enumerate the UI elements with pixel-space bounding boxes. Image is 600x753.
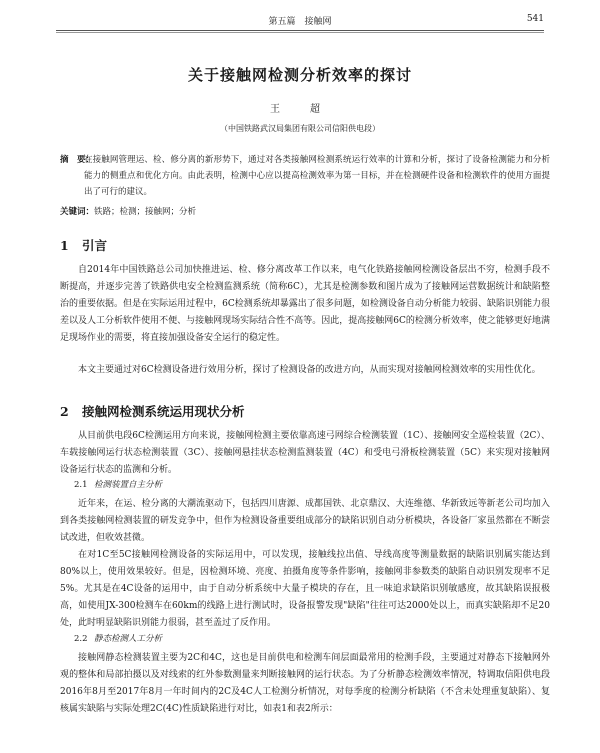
section-1-number: 1 [60, 238, 69, 253]
subsection-2-1-paragraph: 在对1C至5C接触网检测设备的实际运用中，可以发现，接触线拉出值、导线高度等测量数据的缺陷识别属实能达到80%以上，使用效果较好。但是，因检测环境、亮度、拍摄角度等条件影响，接触网非参数类的缺陷自动识别发现率不足5%。尤其是在4C设备的运用中，由于自动分析系统中大量子模块的存在，且一味追求缺陷识别敏感度，故其缺陷误报极高，如使用JX-300检测车在60km的线路上进行测试时，设备报警发现"缺陷"往往可达2000处以上，而真实缺陷却不足20处，此时明显缺陷识别能力很弱，甚至盖过了反作用。 [60, 550, 550, 628]
abstract-text: 在接触网管理运、检、修分离的新形势下，通过对各类接触网检测系统运行效率的计算和分析，探讨了设备检测能力和分析能力的侧重点和优化方向。由此表明，检测中心应以提高检测效率为第一目标，并在检测硬件设备和检测软件的使用方面提出了可行的建议。 [84, 155, 550, 197]
keywords-label: 关键词： [60, 207, 95, 217]
author: 王 超 [270, 104, 330, 115]
section-2-number: 2 [60, 404, 69, 419]
running-header [56, 14, 544, 28]
keywords-text: 铁路；检测；接触网；分析 [94, 207, 197, 217]
affiliation: （中国铁路武汉局集团有限公司信阳供电段） [220, 124, 380, 133]
section-1-heading [60, 236, 107, 254]
section-1-paragraph: 本文主要通过对6C检测设备进行效用分析，探讨了检测设备的改进方向，从而实现对接触网检测效率的实用性优化。 [78, 365, 541, 375]
subsection-2-2-title: 静态检测人工分析 [94, 634, 163, 644]
subsection-2-2-heading [74, 632, 162, 644]
subsection-2-2-paragraph: 接触网静态检测装置主要为2C和4C，这也是目前供电和检测车间层面最常用的检测手段，主要通过对静态下接触网外观的整体和局部拍摄以及对线索的红外参数测量来判断接触网的运行状态。为了分析静态检测效率情况，特调取信阳供电段2016年8月至2017年8月一年时间内的2C及4C人工检测分析情况，对每季度的检测分析缺陷（不含未处理重复缺陷）、复核属实缺陷与实际处理2C(4C)性质缺陷进行对比，如表1和表2所示： [60, 653, 550, 714]
subsection-2-1-title: 检测装置自主分析 [94, 480, 163, 490]
page-number: 541 [526, 14, 544, 24]
subsection-2-1-heading [74, 478, 162, 490]
header-rule [56, 30, 544, 31]
paper-title: 关于接触网检测分析效率的探讨 [187, 66, 412, 84]
section-1-title: 引言 [82, 238, 108, 253]
section-1-paragraph: 自2014年中国铁路总公司加快推进运、检、修分离改革工作以来，电气化铁路接触网检测设备层出不穷，检测手段不断提高，并逐步完善了铁路供电安全检测监测系统（简称6C），尤其是检测参数和图片成为了接触网运营数据统计和缺陷整治的重要依据。但是在实际运用过程中，6C检测系统却暴露出了很多问题，如检测设备自动分析能力较弱、缺陷识别能力很差以及人工分析软件使用不便、与接触网现场实际结合性不高等。因此，提高接触网6C的检测分析效率，使之能够更好地满足现场作业的需要，将直接加强设备安全运行的稳定性。 [60, 265, 550, 343]
header-rule-thin [56, 32, 544, 33]
abstract [60, 152, 550, 200]
section-2-heading [60, 402, 245, 420]
subsection-2-1-number: 2.1 [74, 480, 88, 490]
section-2-title: 接触网检测系统运用现状分析 [82, 404, 245, 419]
section-2-intro: 从目前供电段6C检测运用方向来说，接触网检测主要依靠高速弓网综合检测装置（1C）、接触网安全巡检装置（2C）、车载接触网运行状态检测装置（3C）、接触网悬挂状态检测监测装置（4C）和受电弓滑板检测装置（5C）来实现对接触网设备运行状态的监测和分析。 [60, 431, 550, 475]
header-section: 第五篇 接触网 [268, 17, 332, 27]
subsection-2-1-paragraph: 近年来，在运、检分离的大潮流驱动下，包括四川唐源、成都国铁、北京鼎汉、大连维德、华新致远等新老公司均加入到各类接触网检测装置的研发竞争中，但作为检测设备重要组成部分的缺陷识别自动分析模块，各设备厂家虽然都在不断尝试改进，但收效甚微。 [60, 499, 550, 543]
keywords [60, 205, 196, 217]
subsection-2-2-number: 2.2 [74, 634, 88, 644]
abstract-label: 摘 要： [60, 155, 95, 165]
